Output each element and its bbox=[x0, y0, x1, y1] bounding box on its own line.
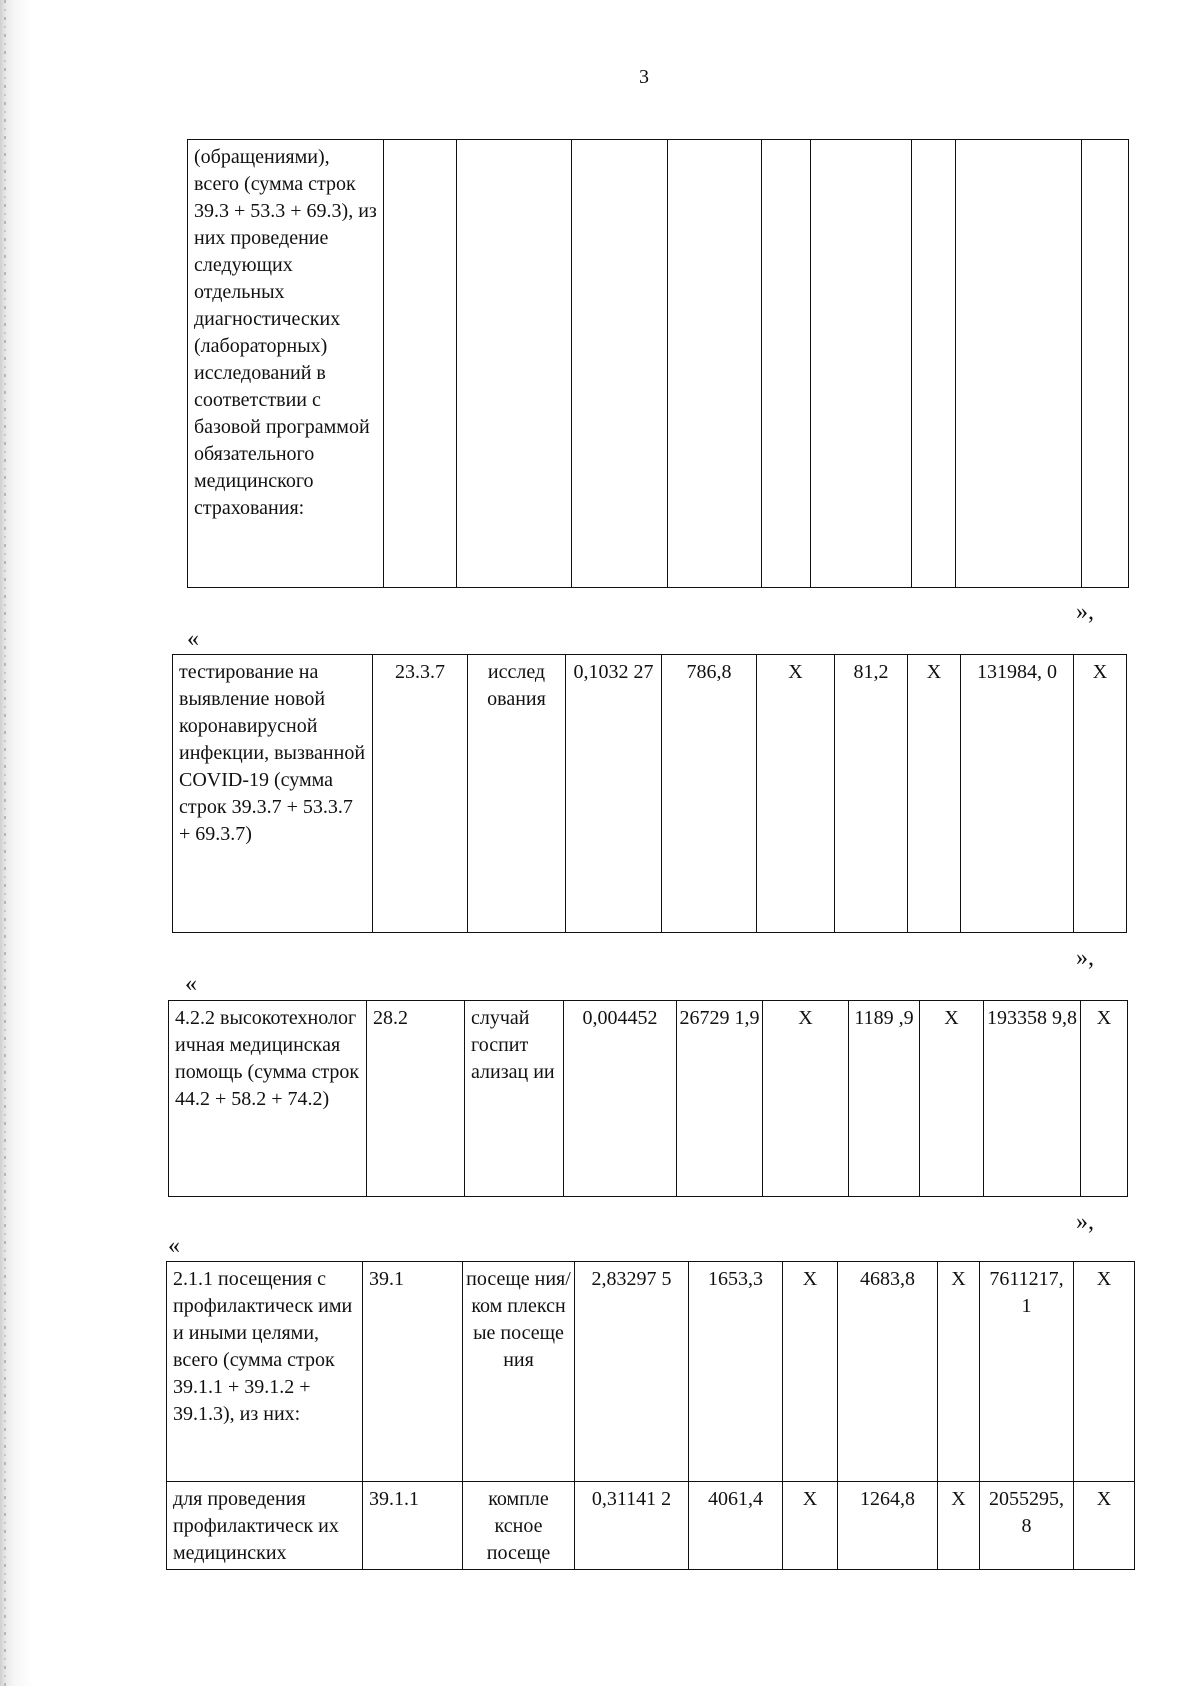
cell-description: для проведения профилактическ их медицинских bbox=[167, 1482, 363, 1570]
table-fragment-3 bbox=[168, 1000, 1128, 1197]
cell bbox=[572, 140, 668, 588]
opening-quote: « bbox=[187, 626, 199, 652]
closing-quote: », bbox=[1076, 599, 1094, 625]
cell-value: 131984, 0 bbox=[961, 655, 1074, 933]
cell-value: 4061,4 bbox=[689, 1482, 783, 1570]
closing-quote: », bbox=[1076, 1209, 1094, 1235]
cell-description: (обращениями), всего (сумма строк 39.3 + 53.3 + 69.3), из них проведение следующих отдельных диагностических (лабораторных) исследований в соответствии с базовой программой обязательного медицинского страхования: bbox=[188, 140, 384, 588]
cell-value: 7611217, 1 bbox=[980, 1262, 1074, 1482]
cell-value: 0,31141 2 bbox=[575, 1482, 689, 1570]
table-row bbox=[173, 655, 1127, 933]
cell-value: 193358 9,8 bbox=[984, 1001, 1081, 1197]
cell-value: 2,83297 5 bbox=[575, 1262, 689, 1482]
cell bbox=[912, 140, 956, 588]
table-row bbox=[188, 140, 1129, 588]
cell-value: Х bbox=[783, 1482, 838, 1570]
table-row bbox=[169, 1001, 1128, 1197]
cell-value: Х bbox=[908, 655, 961, 933]
closing-quote: », bbox=[1076, 945, 1094, 971]
cell-value: Х bbox=[920, 1001, 984, 1197]
table-fragment-4 bbox=[166, 1261, 1135, 1570]
cell-row-number: 23.3.7 bbox=[373, 655, 468, 933]
cell-value: 0,1032 27 bbox=[566, 655, 662, 933]
cell-value: Х bbox=[938, 1262, 980, 1482]
cell bbox=[956, 140, 1082, 588]
cell-value: Х bbox=[757, 655, 835, 933]
cell-value: 1189 ,9 bbox=[849, 1001, 920, 1197]
cell bbox=[668, 140, 762, 588]
table-fragment-2 bbox=[172, 654, 1127, 933]
cell-unit: посеще ния/ком плексн ые посеще ния bbox=[463, 1262, 575, 1482]
cell-value: Х bbox=[1074, 1262, 1135, 1482]
cell-row-number: 28.2 bbox=[367, 1001, 465, 1197]
page-number: 3 bbox=[639, 66, 649, 88]
scan-edge-shadow bbox=[0, 0, 32, 1686]
cell-value: Х bbox=[938, 1482, 980, 1570]
cell-unit: случай госпит ализац ии bbox=[465, 1001, 564, 1197]
cell-unit: компле ксное посеще bbox=[463, 1482, 575, 1570]
cell-value: 786,8 bbox=[662, 655, 757, 933]
opening-quote: « bbox=[185, 971, 197, 997]
cell-row-number: 39.1 bbox=[363, 1262, 463, 1482]
cell bbox=[811, 140, 912, 588]
table-row bbox=[167, 1482, 1135, 1570]
cell-value: Х bbox=[1074, 655, 1127, 933]
cell-value: 1653,3 bbox=[689, 1262, 783, 1482]
cell-description: тестирование на выявление новой коронавирусной инфекции, вызванной COVID-19 (сумма строк 39.3.7 + 53.3.7 + 69.3.7) bbox=[173, 655, 373, 933]
opening-quote: « bbox=[168, 1233, 180, 1259]
cell-value: 26729 1,9 bbox=[677, 1001, 763, 1197]
cell-value: Х bbox=[783, 1262, 838, 1482]
cell bbox=[384, 140, 457, 588]
cell-value: 2055295, 8 bbox=[980, 1482, 1074, 1570]
cell-description: 4.2.2 высокотехнолог ичная медицинская помощь (сумма строк 44.2 + 58.2 + 74.2) bbox=[169, 1001, 367, 1197]
cell-value: 81,2 bbox=[835, 655, 908, 933]
cell bbox=[1082, 140, 1129, 588]
cell-value: Х bbox=[1074, 1482, 1135, 1570]
cell-row-number: 39.1.1 bbox=[363, 1482, 463, 1570]
table-row bbox=[167, 1262, 1135, 1482]
cell bbox=[762, 140, 811, 588]
cell-value: 4683,8 bbox=[838, 1262, 938, 1482]
cell-value: 1264,8 bbox=[838, 1482, 938, 1570]
cell-unit: исслед ования bbox=[468, 655, 566, 933]
cell-description: 2.1.1 посещения с профилактическ ими и иными целями, всего (сумма строк 39.1.1 + 39.1.2 + 39.1.3), из них: bbox=[167, 1262, 363, 1482]
cell bbox=[457, 140, 572, 588]
cell-value: Х bbox=[1081, 1001, 1128, 1197]
cell-value: 0,004452 bbox=[564, 1001, 677, 1197]
table-fragment-1 bbox=[187, 139, 1129, 588]
cell-value: Х bbox=[763, 1001, 849, 1197]
